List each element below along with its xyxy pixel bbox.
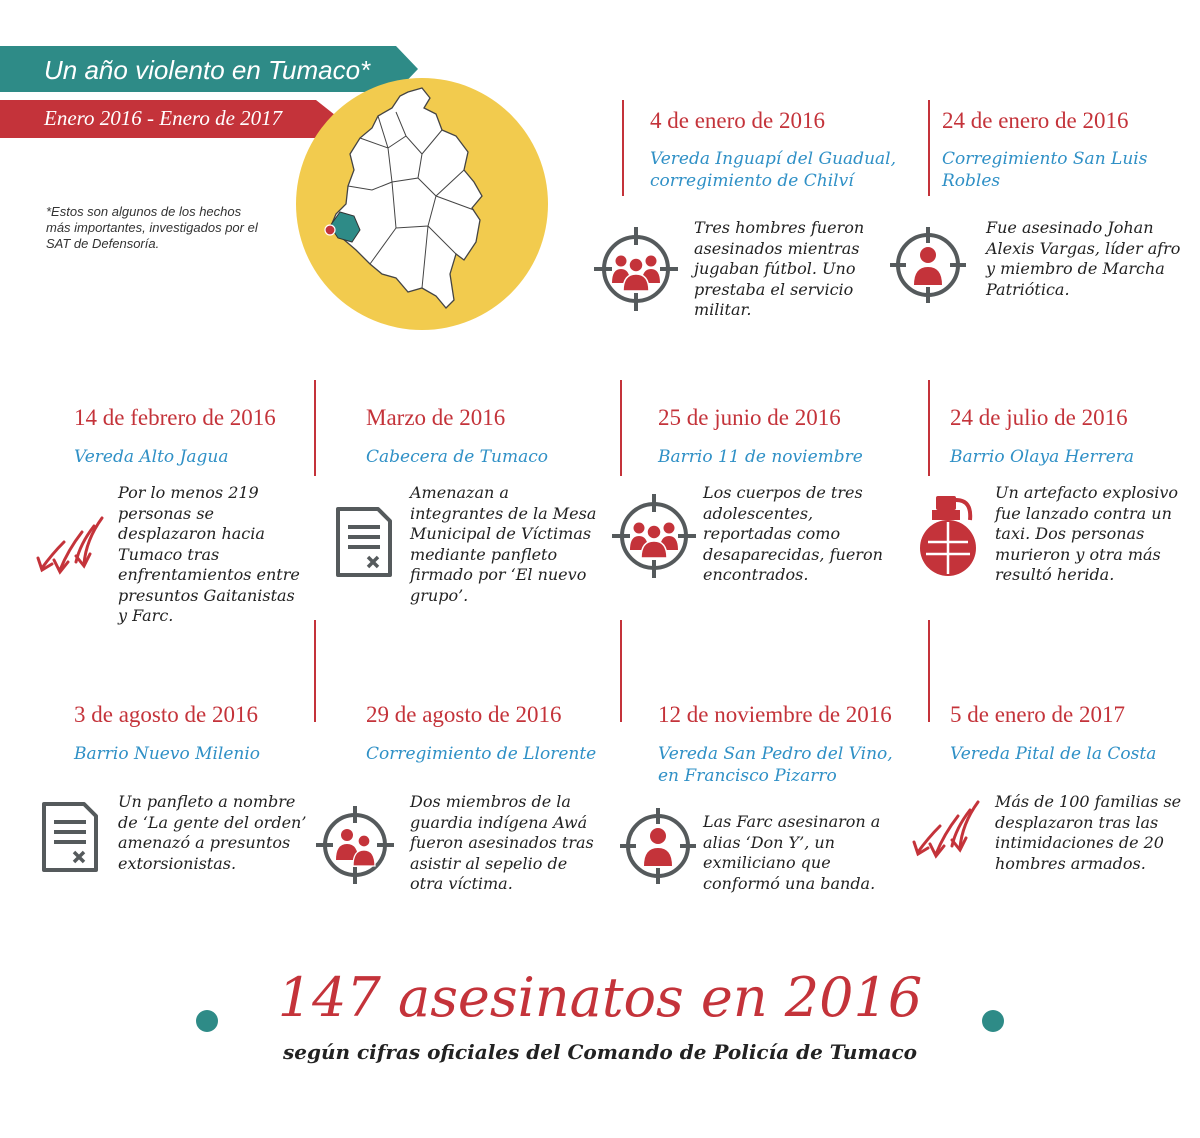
event-date: 24 de enero de 2016 — [942, 108, 1129, 133]
event-place: Corregimiento de Llorente — [366, 744, 597, 764]
event-description: Más de 100 familias se desplazaron tras las intimidaciones de 20 hombres armados. — [995, 792, 1182, 873]
event-place: Vereda San Pedro del Vino, en Francisco Pizarro — [658, 744, 893, 786]
event-date: 4 de enero de 2016 — [650, 108, 825, 133]
event-place: Corregimiento San Luis Robles — [942, 149, 1148, 191]
event-date: 14 de febrero de 2016 — [74, 405, 276, 430]
event-place: Barrio Nuevo Milenio — [74, 744, 261, 764]
event-description: Fue asesinado Johan Alexis Vargas, líder afro y miembro de Marcha Patriótica. — [986, 218, 1181, 299]
event-description: Amenazan a integrantes de la Mesa Municipal de Víctimas mediante panfleto firmado por ‘El nuevo grupo’. — [410, 483, 597, 605]
event-description: Tres hombres fueron asesinados mientras jugaban fútbol. Uno prestaba el servicio militar. — [694, 218, 865, 319]
event-description: Un panfleto a nombre de ‘La gente del orden’ amenazó a presuntos extorsionistas. — [118, 792, 307, 873]
event-place: Barrio 11 de noviembre — [658, 447, 863, 467]
event-description: Las Farc asesinaron a alias ‘Don Y’, un exmiliciano que conformó una banda. — [703, 812, 881, 893]
timeline-line — [314, 380, 316, 476]
summary-headline: 147 asesinatos en 2016 — [277, 966, 923, 1029]
timeline-line — [928, 380, 930, 476]
timeline-line — [620, 620, 622, 722]
period-banner — [0, 100, 340, 138]
event-place: Vereda Inguapí del Guadual, corregimiento de Chilví — [650, 149, 896, 191]
timeline-line — [620, 380, 622, 476]
event-date: 29 de agosto de 2016 — [366, 702, 562, 727]
page-title: Un año violento en Tumaco* — [44, 55, 371, 85]
footnote: *Estos son algunos de los hechos más importantes, investigados por el SAT de Defensoría. — [46, 204, 258, 251]
pamphlet-icon — [40, 800, 100, 874]
target-person-icon — [888, 225, 968, 305]
event-date: Marzo de 2016 — [366, 405, 506, 430]
target-person-icon — [618, 806, 698, 886]
target-pair-icon — [314, 804, 396, 886]
timeline-line — [928, 620, 930, 722]
event-date: 25 de junio de 2016 — [658, 405, 841, 430]
event-place: Vereda Pital de la Costa — [950, 744, 1157, 764]
event-place: Cabecera de Tumaco — [366, 447, 548, 467]
event-place: Barrio Olaya Herrera — [950, 447, 1135, 467]
event-date: 12 de noviembre de 2016 — [658, 702, 892, 727]
period-label: Enero 2016 - Enero de 2017 — [44, 106, 283, 130]
grenade-icon — [916, 492, 980, 580]
event-date: 3 de agosto de 2016 — [74, 702, 258, 727]
timeline-line — [928, 100, 930, 196]
event-description: Dos miembros de la guardia indígena Awá fueron asesinados tras asistir al sepelio de otra víctima. — [410, 792, 594, 893]
event-description: Por lo menos 219 personas se desplazaron hacia Tumaco tras enfrentamientos entre presuntos Gaitanistas y Farc. — [118, 483, 300, 625]
summary-source: según cifras oficiales del Comando de Policía de Tumaco — [282, 1040, 918, 1064]
colombia-map — [296, 78, 548, 330]
pamphlet-icon — [334, 505, 394, 579]
event-place: Vereda Alto Jagua — [74, 447, 229, 467]
target-group-icon — [610, 492, 698, 580]
displacement-arrows-icon — [30, 512, 110, 584]
event-date: 5 de enero de 2017 — [950, 702, 1125, 727]
event-description: Los cuerpos de tres adolescentes, reportadas como desaparecidas, fueron encontrados. — [703, 483, 883, 584]
event-description: Un artefacto explosivo fue lanzado contra un taxi. Dos personas murieron y otra más resultó herida. — [995, 483, 1179, 584]
timeline-line — [314, 620, 316, 722]
timeline-line — [622, 100, 624, 196]
event-date: 24 de julio de 2016 — [950, 405, 1128, 430]
displacement-arrows-icon — [906, 796, 986, 868]
target-group-icon — [592, 225, 680, 313]
